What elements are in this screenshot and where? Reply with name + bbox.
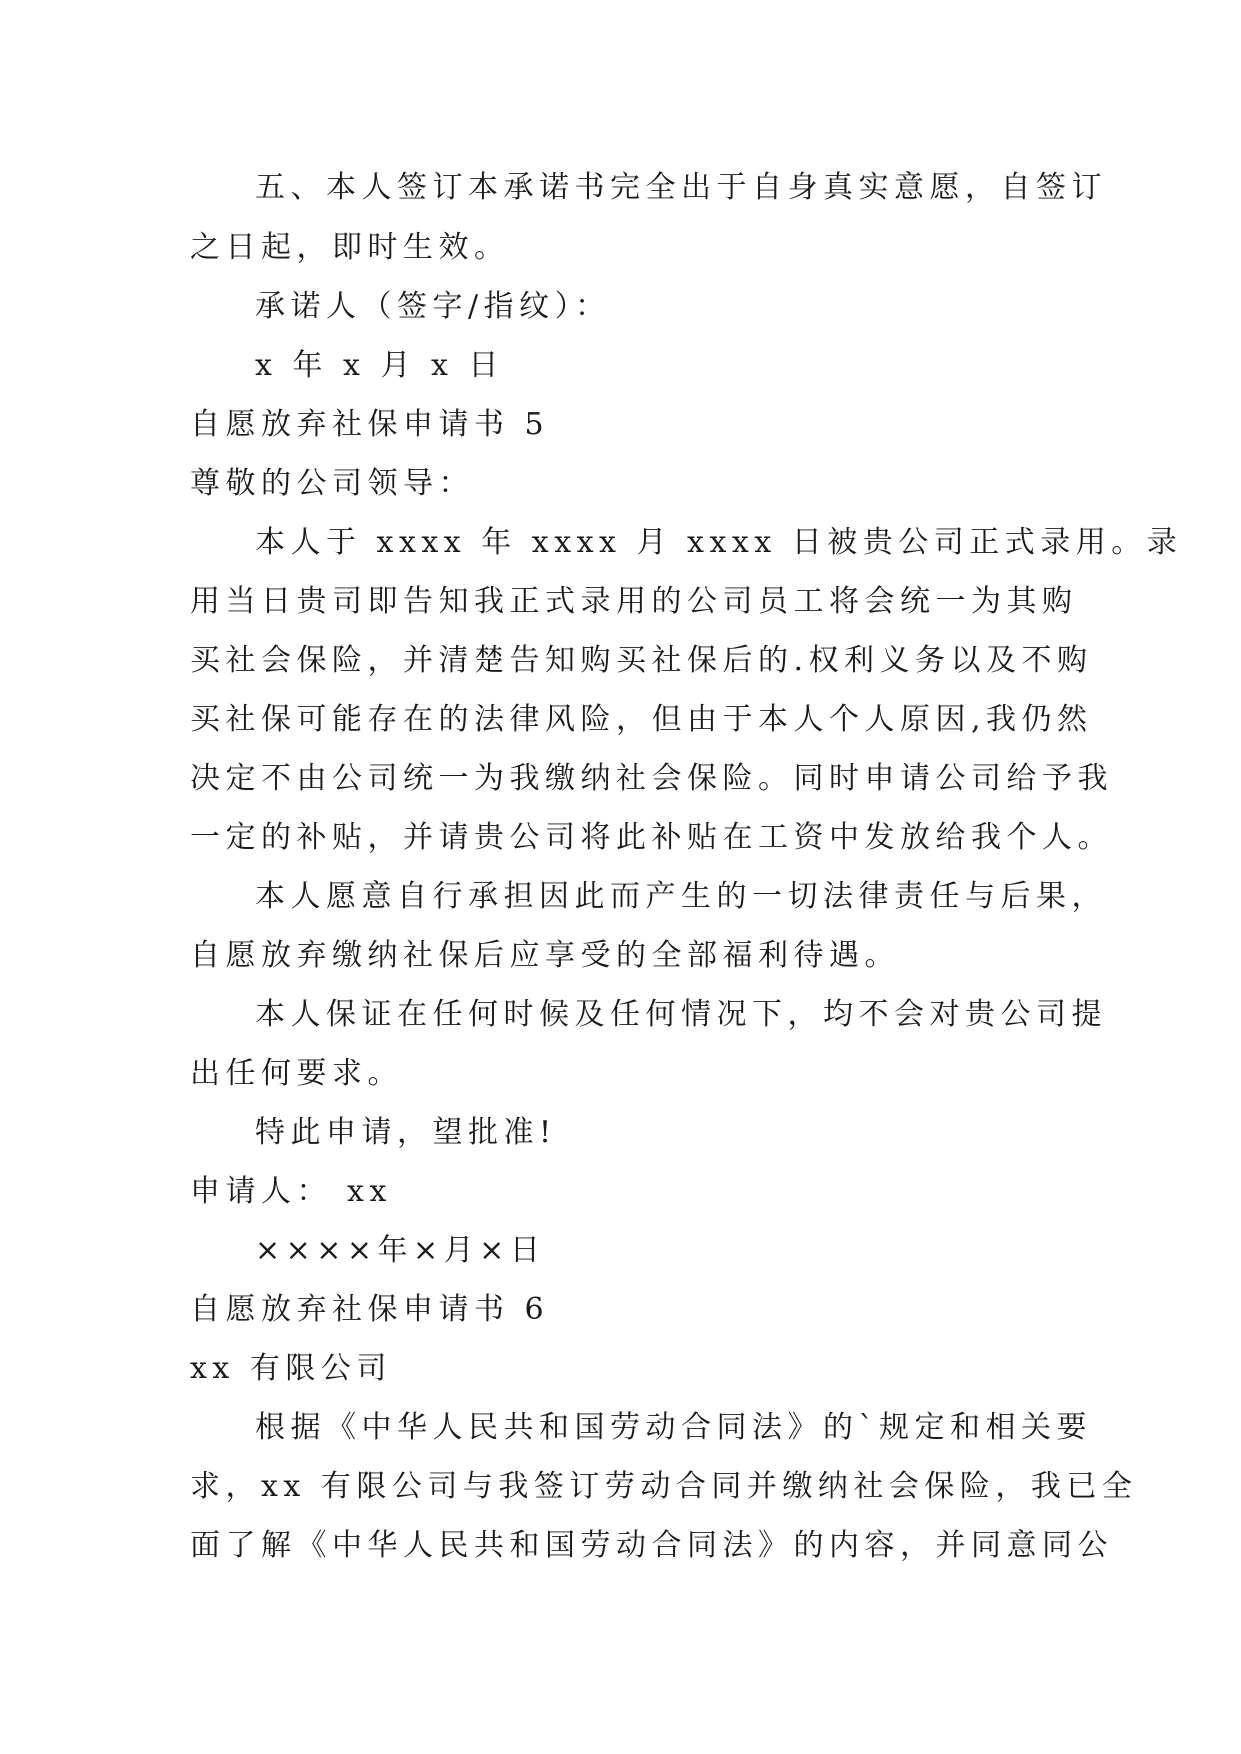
section-heading: 自愿放弃社保申请书 5: [190, 407, 550, 442]
section-heading: 自愿放弃社保申请书 6: [190, 1292, 550, 1327]
date-line: x 年 x 月 x 日: [255, 348, 504, 383]
paragraph-line: 本人保证在任何时候及任何情况下，均不会对贵公司提: [255, 997, 1107, 1032]
closing-line: 特此申请，望批准!: [255, 1115, 557, 1150]
paragraph-line: 本人于 xxxx 年 xxxx 月 xxxx 日被贵公司正式录用。录: [255, 525, 1183, 560]
date-line: ××××年×月×日: [255, 1233, 546, 1268]
paragraph-line: 面了解《中华人民共和国劳动合同法》的内容，并同意同公: [190, 1528, 1113, 1563]
salutation: 尊敬的公司领导：: [190, 466, 474, 501]
paragraph-line: 自愿放弃缴纳社保后应享受的全部福利待遇。: [190, 938, 900, 973]
signature-label: 承诺人（签字/指纹）：: [255, 289, 611, 324]
paragraph-line: 买社会保险，并清楚告知购买社保后的.权利义务以及不购: [190, 643, 1093, 678]
paragraph-line: 根据《中华人民共和国劳动合同法》的`规定和相关要: [255, 1410, 1092, 1445]
paragraph-line: 本人愿意自行承担因此而产生的一切法律责任与后果，: [255, 879, 1107, 914]
applicant-line: 申请人： xx: [190, 1174, 392, 1209]
recipient-line: xx 有限公司: [190, 1351, 392, 1386]
paragraph-line: 决定不由公司统一为我缴纳社会保险。同时申请公司给予我: [190, 761, 1113, 796]
paragraph-line: 一定的补贴，并请贵公司将此补贴在工资中发放给我个人。: [190, 820, 1113, 855]
paragraph-line: 用当日贵司即告知我正式录用的公司员工将会统一为其购: [190, 584, 1078, 619]
paragraph-line: 出任何要求。: [190, 1056, 403, 1091]
paragraph-line: 五、本人签订本承诺书完全出于自身真实意愿，自签订: [255, 170, 1107, 205]
paragraph-line: 求，xx 有限公司与我签订劳动合同并缴纳社会保险，我已全: [190, 1469, 1138, 1504]
paragraph-line: 之日起，即时生效。: [190, 230, 510, 265]
paragraph-line: 买社保可能存在的法律风险，但由于本人个人原因,我仍然: [190, 702, 1093, 737]
